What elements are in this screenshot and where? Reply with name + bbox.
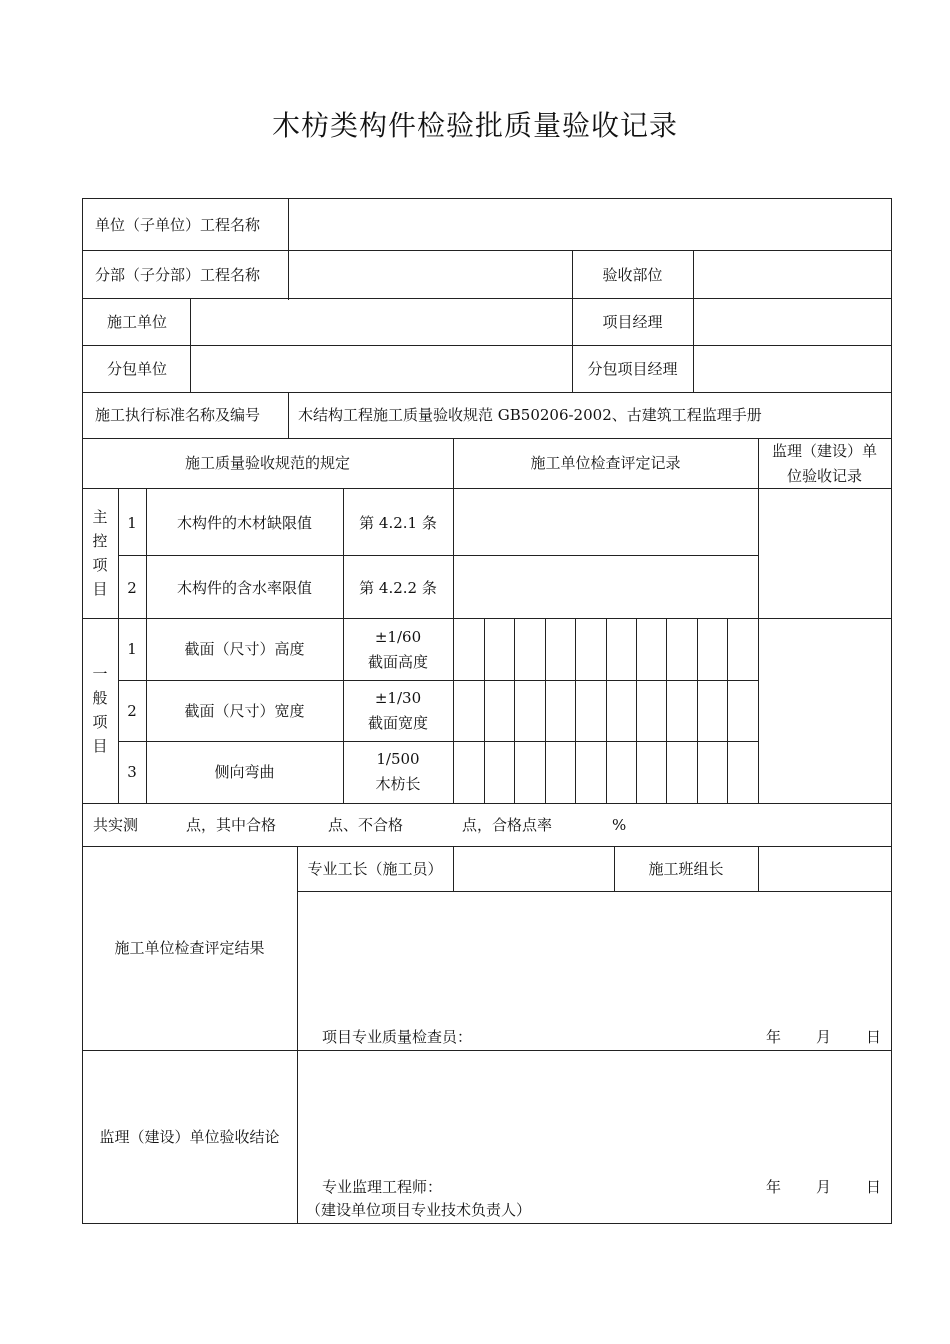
table-rule bbox=[82, 198, 83, 1224]
table-rule bbox=[758, 846, 759, 891]
table-rule bbox=[82, 1050, 892, 1051]
table-rule bbox=[82, 438, 892, 439]
main-item-clause: 第 4.2.1 条 bbox=[359, 514, 437, 532]
owner-technical-lead-label: （建设单位项目专业技术负责人） bbox=[306, 1201, 532, 1219]
table-rule bbox=[82, 392, 892, 393]
supervision-engineer-label: 专业监理工程师： bbox=[322, 1178, 443, 1196]
table-rule bbox=[82, 198, 892, 199]
table-rule bbox=[82, 1223, 892, 1224]
main-item-name: 木构件的含水率限值 bbox=[176, 579, 312, 597]
summary-unqualified: 点、不合格 bbox=[328, 816, 404, 834]
subcontractor-label: 分包单位 bbox=[106, 360, 167, 378]
main-item-clause: 第 4.2.2 条 bbox=[359, 579, 437, 597]
general-items-label: 一 般 项 目 bbox=[92, 665, 108, 755]
general-item-tolerance-basis: 截面宽度 bbox=[367, 714, 428, 732]
table-rule bbox=[288, 392, 289, 438]
summary-percent: % bbox=[612, 816, 627, 834]
standard-label: 施工执行标准名称及编号 bbox=[95, 406, 261, 424]
table-rule bbox=[758, 438, 759, 803]
summary-qualified: 点，其中合格 bbox=[186, 816, 277, 834]
main-item-name: 木构件的木材缺限值 bbox=[176, 514, 312, 532]
subcontract-pm-label: 分包项目经理 bbox=[587, 360, 678, 378]
date-year: 年 bbox=[766, 1028, 782, 1046]
main-item-no: 2 bbox=[127, 579, 137, 597]
table-rule bbox=[575, 618, 576, 803]
general-item-name: 截面（尺寸）宽度 bbox=[184, 702, 305, 720]
supervise-column-header-line2: 位验收记录 bbox=[786, 467, 862, 485]
summary-total: 共实测 bbox=[93, 816, 139, 834]
table-rule bbox=[118, 680, 758, 681]
main-item-no: 1 bbox=[127, 514, 137, 532]
date-day: 日 bbox=[866, 1028, 882, 1046]
table-rule bbox=[636, 618, 637, 803]
date-month: 月 bbox=[816, 1178, 832, 1196]
page-title: 木枋类构件检验批质量验收记录 bbox=[271, 109, 678, 142]
unit-project-name-label: 单位（子单位）工程名称 bbox=[95, 216, 261, 234]
subdivision-project-name-label: 分部（子分部）工程名称 bbox=[95, 266, 261, 284]
table-rule bbox=[727, 618, 728, 803]
foreman-label: 专业工长（施工员） bbox=[307, 860, 443, 878]
date-day: 日 bbox=[866, 1178, 882, 1196]
general-item-tolerance: ±1/30 bbox=[374, 689, 422, 707]
general-item-no: 3 bbox=[127, 763, 137, 781]
general-item-tolerance: ±1/60 bbox=[374, 628, 422, 646]
table-rule bbox=[297, 891, 892, 892]
supervisor-conclusion-label: 监理（建设）单位验收结论 bbox=[99, 1128, 280, 1146]
table-rule bbox=[484, 618, 485, 803]
date-month: 月 bbox=[816, 1028, 832, 1046]
contractor-label: 施工单位 bbox=[106, 313, 167, 331]
acceptance-part-label: 验收部位 bbox=[602, 266, 663, 284]
general-item-tolerance-basis: 木枋长 bbox=[375, 775, 421, 793]
general-item-tolerance: 1/500 bbox=[376, 750, 420, 768]
general-item-tolerance-basis: 截面高度 bbox=[367, 653, 428, 671]
standard-value: 木结构工程施工质量验收规范 GB50206-2002、古建筑工程监理手册 bbox=[298, 406, 762, 424]
table-rule bbox=[514, 618, 515, 803]
table-rule bbox=[697, 618, 698, 803]
date-year: 年 bbox=[766, 1178, 782, 1196]
table-rule bbox=[82, 618, 892, 619]
general-item-name: 截面（尺寸）高度 bbox=[184, 640, 305, 658]
general-item-no: 1 bbox=[127, 640, 137, 658]
table-rule bbox=[118, 741, 758, 742]
quality-inspector-label: 项目专业质量检查员： bbox=[322, 1028, 473, 1046]
general-item-name: 侧向弯曲 bbox=[214, 763, 275, 781]
table-rule bbox=[453, 846, 454, 891]
check-column-header: 施工单位检查评定记录 bbox=[530, 454, 681, 472]
team-leader-label: 施工班组长 bbox=[648, 860, 724, 878]
table-rule bbox=[297, 846, 298, 1224]
contractor-result-label: 施工单位检查评定结果 bbox=[114, 939, 265, 957]
project-manager-label: 项目经理 bbox=[602, 313, 663, 331]
table-rule bbox=[82, 803, 892, 804]
table-rule bbox=[82, 846, 892, 847]
table-rule bbox=[606, 618, 607, 803]
summary-rate: 点，合格点率 bbox=[462, 816, 553, 834]
table-rule bbox=[118, 555, 758, 556]
table-rule bbox=[82, 298, 892, 299]
table-rule bbox=[288, 198, 289, 300]
table-rule bbox=[82, 488, 892, 489]
spec-column-header: 施工质量验收规范的规定 bbox=[184, 454, 350, 472]
table-rule bbox=[891, 198, 892, 1224]
table-rule bbox=[82, 345, 892, 346]
general-item-no: 2 bbox=[127, 702, 137, 720]
table-rule bbox=[693, 250, 694, 392]
main-items-label: 主 控 项 目 bbox=[92, 508, 108, 598]
supervise-column-header-line1: 监理（建设）单 bbox=[771, 442, 877, 460]
table-rule bbox=[666, 618, 667, 803]
table-rule bbox=[82, 250, 892, 251]
table-rule bbox=[545, 618, 546, 803]
table-rule bbox=[453, 438, 454, 803]
